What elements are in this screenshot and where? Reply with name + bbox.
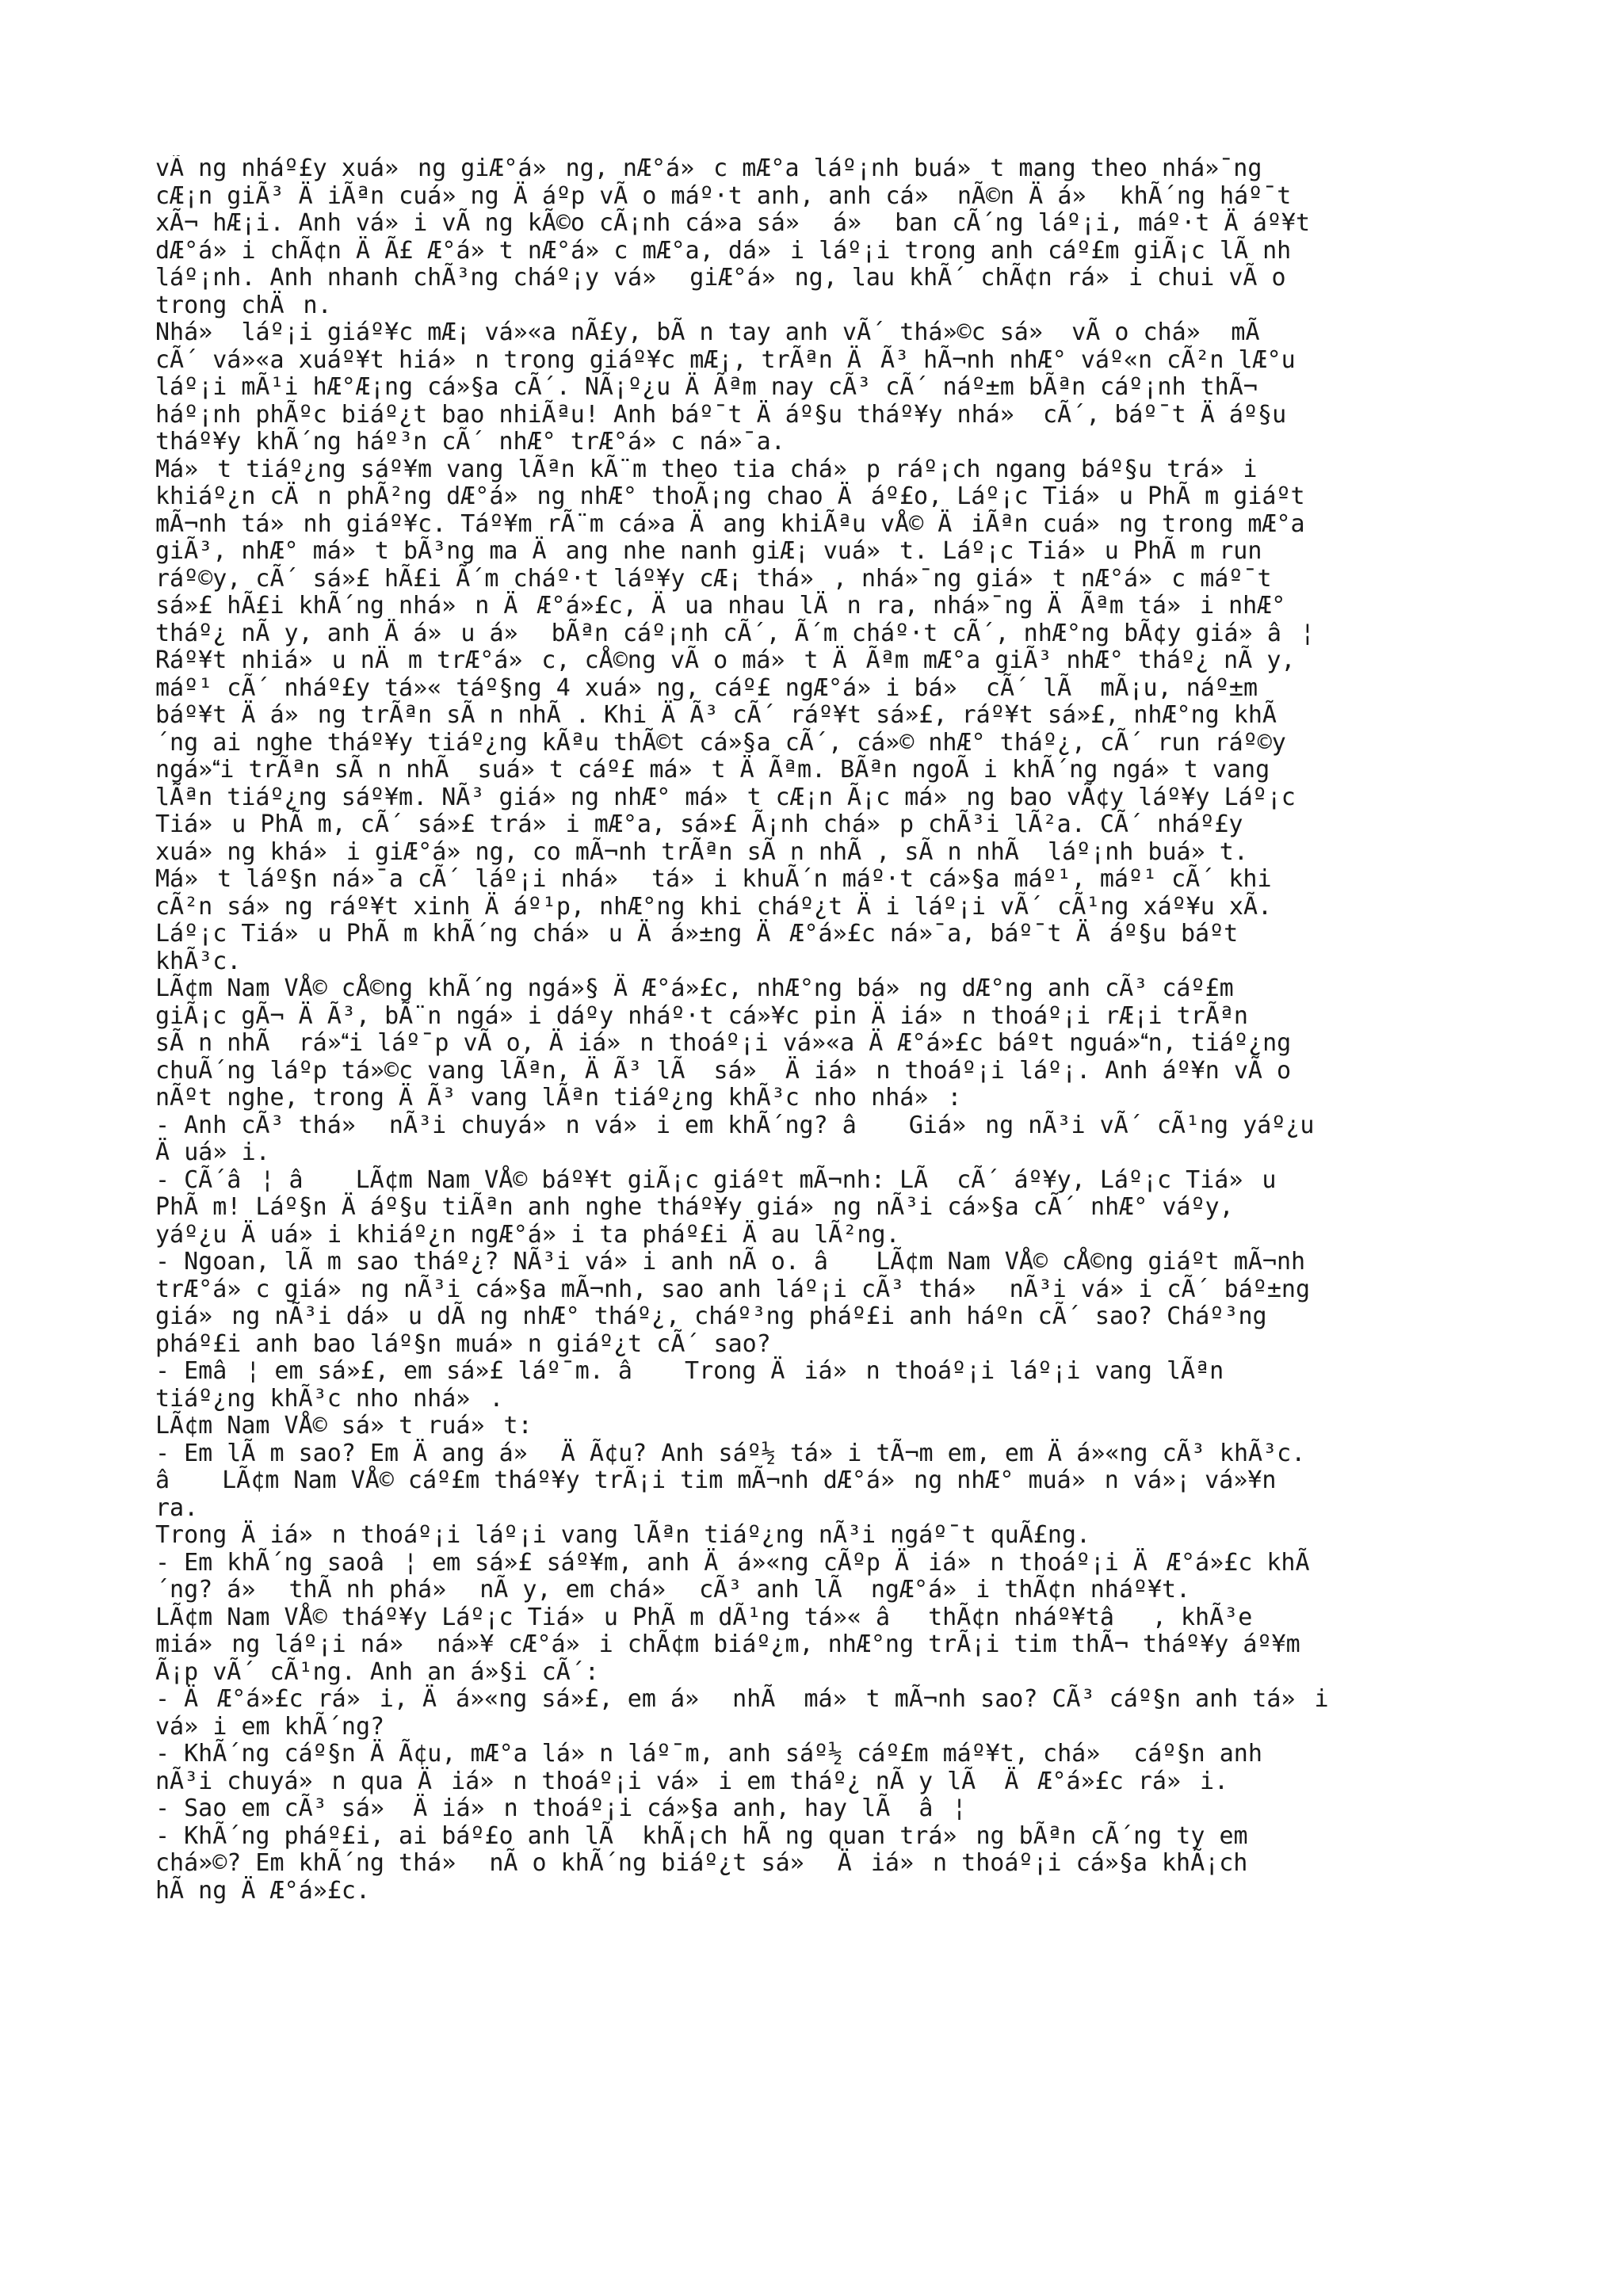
text-line: xuá»ng khá»i giÆ°á»ng, co mÃ¬nh trÃªn sÃ n nhÃ , sÃ n nhÃ láº¡nh buá»t. [155, 837, 1248, 866]
text-line: Trong Äiá»n thoáº¡i láº¡i vang lÃªn tiáº¿ng nÃ³i ngáº¯t quÃ£ng. [155, 1521, 1091, 1549]
text-line: trong chÄn. [155, 291, 332, 319]
text-line: mÃ¬nh tá»nh giáº¥c. Táº¥m rÃ¨m cá»a Äang khiÃªu vÅ© ÄiÃªn cuá»ng trong mÆ°a [155, 509, 1305, 538]
text-line: Tiá»u PhÃ m, cÃ´ sá»£ trá»i mÆ°a, sá»£ Ã¡nh chá»p chÃ³i lÃ²a. CÃ´ nháº£y [155, 810, 1243, 838]
text-line: cÃ´ vá»«a xuáº¥t hiá»n trong giáº¥c mÆ¡, trÃªn ÄÃ³ hÃ¬nh nhÆ° váº«n cÃ²n lÆ°u [155, 345, 1296, 374]
text-line: chuÃ´ng láºp tá»©c vang lÃªn, ÄÃ³ lÃ sá» Äiá»n thoáº¡i láº¡. Anh áº¥n vÃ o [155, 1056, 1292, 1085]
text-line: giÃ¡c gÃ¬ ÄÃ³, bÃ¨n ngá»i dáºy nháº·t cá»¥c pin Äiá»n thoáº¡i rÆ¡i trÃªn [155, 1001, 1248, 1030]
text-line: xÃ¬ hÆ¡i. Anh vá»i vÃ ng kÃ©o cÃ¡nh cá»a sá» á» ban cÃ´ng láº¡i, máº·t Äáº¥t [155, 209, 1311, 237]
text-line: hÃ ng ÄÆ°á»£c. [155, 1876, 371, 1905]
text-line: cÃ²n sá»ng ráº¥t xinh Äáº¹p, nhÆ°ng khi cháº¿t Äi láº¡i vÃ´ cÃ¹ng xáº¥u xÃ. [155, 892, 1273, 921]
text-line: PhÃ m! Láº§n Äáº§u tiÃªn anh nghe tháº¥y giá»ng nÃ³i cá»§a cÃ´ nhÆ° váºy, [155, 1193, 1234, 1221]
text-line: vÃ ng nháº£y xuá»ng giÆ°á»ng, nÆ°á»c mÆ°a láº¡nh buá»t mang theo nhá»¯ng [155, 155, 1262, 182]
text-line: LÃ¢m Nam VÅ© tháº¥y Láº¡c Tiá»u PhÃ m dÃ¹ng tá»« âthÃ¢n nháº¥tâ, khÃ³e [155, 1603, 1253, 1631]
text-line: trÆ°á»c giá»ng nÃ³i cá»§a mÃ¬nh, sao anh láº¡i cÃ³ thá» nÃ³i vá»i cÃ´ báº±ng [155, 1275, 1311, 1303]
text-line: - Ngoan, lÃ m sao tháº¿? NÃ³i vá»i anh nÃ o. â LÃ¢m Nam VÅ© cÅ©ng giáºt mÃ¬nh [155, 1248, 1306, 1276]
text-line: cÆ¡n giÃ³ ÄiÃªn cuá»ng Äáºp vÃ o máº·t anh, anh cá» nÃ©n Äá» khÃ´ng háº¯t [155, 181, 1292, 210]
text-line: giÃ³, nhÆ° má»t bÃ³ng ma Äang nhe nanh giÆ¡ vuá»t. Láº¡c Tiá»u PhÃ m run [155, 537, 1262, 565]
text-line: - CÃ´â¦ â LÃ¢m Nam VÅ© báº¥t giÃ¡c giáºt mÃ¬nh: LÃ cÃ´ áº¥y, Láº¡c Tiá»u [155, 1165, 1277, 1194]
text-line: Láº¡c Tiá»u PhÃ m khÃ´ng chá»u Äá»±ng ÄÆ°á»£c ná»¯a, báº¯t Äáº§u báºt [155, 920, 1239, 948]
text-line: khiáº¿n cÄn phÃ²ng dÆ°á»ng nhÆ° thoÃ¡ng chao Äáº£o, Láº¡c Tiá»u PhÃ m giáºt [155, 482, 1305, 510]
text-line: - Anh cÃ³ thá» nÃ³i chuyá»n vá»i em khÃ´ng? â Giá»ng nÃ³i vÃ´ cÃ¹ng yáº¿u [155, 1111, 1315, 1139]
text-line: ngá»i trÃªn sÃ n nhÃ suá»t cáº£ má»t ÄÃªm. BÃªn ngoÃ i khÃ´ng ngá»t vang [155, 756, 1270, 784]
text-line: - Em khÃ´ng saoâ¦ em sá»£ sáº¥m, anh Äá»«ng cÃºp Äiá»n thoáº¡i ÄÆ°á»£c khÃ [155, 1548, 1310, 1577]
text-line: Má»t láº§n ná»¯a cÃ´ láº¡i nhá» tá»i khuÃ´n máº·t cá»§a máº¹, máº¹ cÃ´ khi [155, 865, 1272, 893]
text-line: máº¹ cÃ´ nháº£y tá»« táº§ng 4 xuá»ng, cáº£ ngÆ°á»i bá» cÃ´ lÃ mÃ¡u, náº±m [155, 673, 1258, 702]
text-line: tiáº¿ng khÃ³c nho nhá». [155, 1384, 504, 1413]
text-line: chá»©? Em khÃ´ng thá» nÃ o khÃ´ng biáº¿t sá» Äiá»n thoáº¡i cá»§a khÃ¡ch [155, 1849, 1248, 1877]
text-line: nÃ³i chuyá»n qua Äiá»n thoáº¡i vá»i em tháº¿ nÃ y lÃ ÄÆ°á»£c rá»i. [155, 1767, 1229, 1795]
text-line: ra. [155, 1493, 199, 1522]
text-line: lÃªn tiáº¿ng sáº¥m. NÃ³ giá»ng nhÆ° má»t cÆ¡n Ã¡c má»ng bao vÃ¢y láº¥y Láº¡c [155, 783, 1296, 811]
text-line: láº¡i mÃ¹i hÆ°Æ¡ng cá»§a cÃ´. NÃ¡º¿u ÄÃªm nay cÃ³ cÃ´ náº±m bÃªn cáº¡nh thÃ¬ [155, 373, 1258, 401]
text-line: Má»t tiáº¿ng sáº¥m vang lÃªn kÃ¨m theo tia chá»p ráº¡ch ngang báº§u trá»i [155, 455, 1258, 483]
text-line: láº¡nh. Anh nhanh chÃ³ng cháº¡y vá» giÆ°á»ng, lau khÃ´ chÃ¢n rá»i chui vÃ o [155, 264, 1286, 292]
text-line: Nhá» láº¡i giáº¥c mÆ¡ vá»«a nÃ£y, bÃ n tay anh vÃ´ thá»©c sá» vÃ o chá» mÃ [155, 318, 1260, 346]
text-line: - KhÃ´ng pháº£i, ai báº£o anh lÃ khÃ¡ch hÃ ng quan trá»ng bÃªn cÃ´ng ty em [155, 1821, 1248, 1850]
text-line: dÆ°á»i chÃ¢n ÄÃ£ Æ°á»t nÆ°á»c mÆ°a, dá» i láº¡i trong anh cáº£m giÃ¡c lÃ nh [155, 236, 1292, 265]
text-line: Ráº¥t nhiá»u nÄm trÆ°á»c, cÅ©ng vÃ o má»t ÄÃªm mÆ°a giÃ³ nhÆ° tháº¿ nÃ y, [155, 646, 1296, 674]
text-line: sá»£ hÃ£i khÃ´ng nhá»n ÄÆ°á»£c, Äua nhau lÄn ra, nhá»¯ng ÄÃªm tá»i nhÆ° [155, 592, 1286, 620]
text-line: - Emâ¦ em sá»£, em sá»£ láº¯m. â Trong Äiá»n thoáº¡i láº¡i vang lÃªn [155, 1357, 1224, 1385]
text-line: sÃ n nhÃ rá»i láº¯p vÃ o, Äiá»n thoáº¡i vá»«a ÄÆ°á»£c báºt nguá»n, tiáº¿ng [155, 1029, 1292, 1057]
text-line: LÃ¢m Nam VÅ© cÅ©ng khÃ´ng ngá»§ ÄÆ°á»£c, nhÆ°ng bá»ng dÆ°ng anh cÃ³ cáº£m [155, 974, 1234, 1002]
text-line: ´ng? á» thÃ nh phá» nÃ y, em chá» cÃ³ anh lÃ ngÆ°á»i thÃ¢n nháº¥t. [155, 1576, 1191, 1604]
text-line: - ÄÆ°á»£c rá»i, Äá»«ng sá»£, em á» nhÃ má»t mÃ¬nh sao? CÃ³ cáº§n anh tá»i [155, 1685, 1329, 1713]
text-line: tháº¥y khÃ´ng háº³n cÃ´ nhÆ° trÆ°á»c ná»¯a. [155, 428, 785, 456]
text-line: Äuá»i. [155, 1138, 270, 1166]
text-line: pháº£i anh bao láº§n muá»n giáº¿t cÃ´ sao? [155, 1329, 771, 1358]
text-line: - KhÃ´ng cáº§n ÄÃ¢u, mÆ°a lá»n láº¯m, anh sáº½ cáº£m máº¥t, chá» cáº§n anh [155, 1740, 1262, 1768]
text-line: ´ng ai nghe tháº¥y tiáº¿ng kÃªu thÃ©t cá»§a cÃ´, cá»© nhÆ° tháº¿, cÃ´ run ráº©y [155, 728, 1286, 757]
document-page [155, 155, 1465, 1905]
text-line: khÃ³c. [155, 947, 242, 975]
text-line: LÃ¢m Nam VÅ© sá»t ruá»t: [155, 1412, 533, 1440]
text-line: - Em lÃ m sao? Em Äang á» ÄÃ¢u? Anh sáº½ tá»i tÃ¬m em, em Äá»«ng cÃ³ khÃ³c. [155, 1439, 1306, 1467]
text-line: Ã¡p vÃ´ cÃ¹ng. Anh an á»§i cÃ´: [155, 1657, 599, 1686]
text-line: háº¡nh phÃºc biáº¿t bao nhiÃªu! Anh báº¯t Äáº§u tháº¥y nhá» cÃ´, báº¯t Äáº§u [155, 400, 1287, 429]
text-line: báº¥t Äá»ng trÃªn sÃ n nhÃ . Khi ÄÃ³ cÃ´ ráº¥t sá»£, ráº¥t sá»£, nhÆ°ng khÃ [155, 701, 1277, 729]
text-line: ráº©y, cÃ´ sá»£ hÃ£i Ã´m cháº·t láº¥y cÆ¡ thá», nhá»¯ng giá»t nÆ°á»c máº¯t [155, 564, 1272, 593]
text-line: giá»ng nÃ³i dá»u dÃ ng nhÆ° tháº¿, cháº³ng pháº£i anh háºn cÃ´ sao? Cháº³ng [155, 1302, 1267, 1330]
text-line: miá»ng láº¡i ná» ná»¥ cÆ°á»i chÃ¢m biáº¿m, nhÆ°ng trÃ¡i tim thÃ¬ tháº¥y áº¥m [155, 1630, 1300, 1658]
text-line: nÃºt nghe, trong ÄÃ³ vang lÃªn tiáº¿ng khÃ³c nho nhá»: [155, 1084, 962, 1112]
text-line: â LÃ¢m Nam VÅ© cáº£m tháº¥y trÃ¡i tim mÃ¬nh dÆ°á»ng nhÆ° muá»n vá»¡ vá»¥n [155, 1466, 1277, 1494]
text-line: - Sao em cÃ³ sá» Äiá»n thoáº¡i cá»§a anh, hay lÃ â¦ [155, 1794, 967, 1822]
text-line: yáº¿u Äuá»i khiáº¿n ngÆ°á»i ta pháº£i Äau lÃ²ng. [155, 1220, 900, 1249]
text-line: vá»i em khÃ´ng? [155, 1712, 385, 1741]
text-line: tháº¿ nÃ y, anh Äá»u á» bÃªn cáº¡nh cÃ´, Ã´m cháº·t cÃ´, nhÆ°ng bÃ¢y giá»â¦ [155, 619, 1315, 647]
